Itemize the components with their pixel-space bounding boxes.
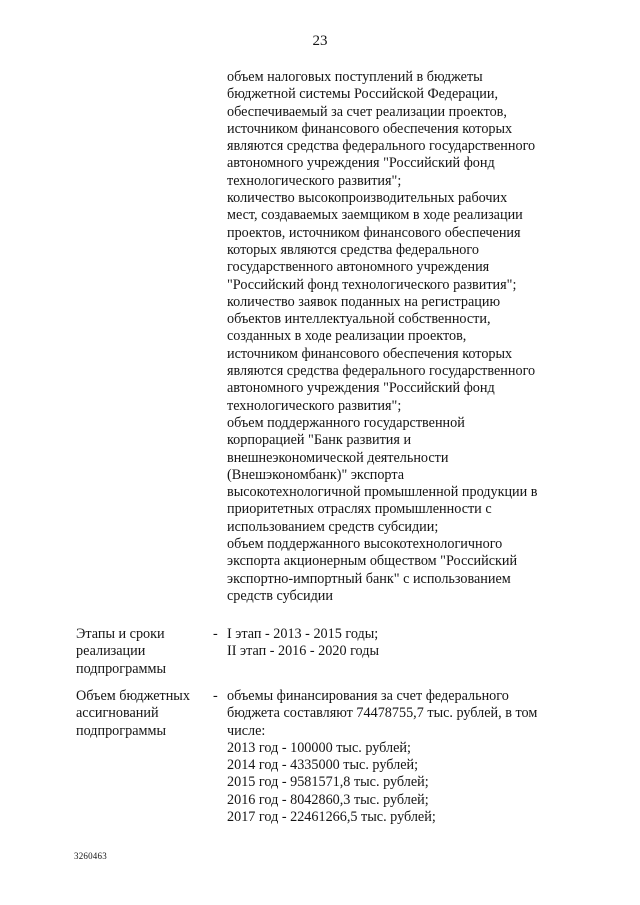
value-line: 2016 год - 8042860,3 тыс. рублей; [227, 791, 429, 808]
value-line: 2015 год - 9581571,8 тыс. рублей; [227, 774, 429, 791]
stages-value [227, 626, 617, 661]
indicator-line: количество высокопроизводительных рабочих [227, 190, 508, 207]
value-line: 2014 год - 4335000 тыс. рублей; [227, 757, 419, 774]
indicator-line: обеспечиваемый за счет реализации проектов, [227, 103, 507, 120]
indicator-line: технологического развития"; [227, 172, 402, 189]
indicator-line: проектов, источником финансового обеспечения [227, 224, 521, 241]
label-line: ассигнований [76, 705, 159, 722]
indicator-line: количество заявок поданных на регистрацию [227, 293, 501, 310]
value-line: II этап - 2016 - 2020 годы [227, 643, 379, 660]
row-dash: - [213, 626, 218, 642]
indicator-line: источником финансового обеспечения которых [227, 120, 513, 137]
indicator-line: высокотехнологичной промышленной продукции в [227, 484, 538, 501]
indicator-line: которых являются средства федерального [227, 241, 479, 258]
indicator-line: мест, создаваемых заемщиком в ходе реализации [227, 207, 523, 224]
label-line: Этапы и сроки [76, 626, 165, 642]
page-number: 23 [312, 33, 328, 49]
budget-value [227, 688, 617, 826]
value-line: I этап - 2013 - 2015 годы; [227, 626, 379, 642]
indicator-line: источником финансового обеспечения которых [227, 345, 513, 362]
label-line: подпрограммы [76, 660, 166, 677]
row-dash: - [213, 688, 218, 704]
indicator-line: экспорта акционерным обществом "Российский [227, 553, 518, 570]
indicator-line: объем поддержанного высокотехнологичного [227, 536, 503, 553]
indicators-block [227, 69, 607, 605]
value-line: бюджета составляют 74478755,7 тыс. рублей, в том [227, 705, 538, 722]
indicator-line: бюджетной системы Российской Федерации, [227, 86, 499, 103]
indicator-line: являются средства федерального государственного [227, 363, 536, 380]
indicator-line: экспортно-импортный банк" с использованием [227, 570, 511, 587]
budget-label [76, 688, 206, 740]
indicator-line: внешнеэкономической деятельности [227, 449, 449, 466]
indicator-line: приоритетных отраслях промышленности с [227, 501, 492, 518]
indicator-line: государственного автономного учреждения [227, 259, 490, 276]
indicator-line: технологического развития"; [227, 397, 402, 414]
indicator-line: использованием средств субсидии; [227, 518, 439, 535]
indicator-line: созданных в ходе реализации проектов, [227, 328, 467, 345]
label-line: Объем бюджетных [76, 688, 190, 704]
value-line: числе: [227, 722, 266, 739]
indicator-line: автономного учреждения "Российский фонд [227, 155, 495, 172]
indicator-line: объем налоговых поступлений в бюджеты [227, 69, 483, 85]
label-line: подпрограммы [76, 722, 166, 739]
value-line: объемы финансирования за счет федерального [227, 688, 509, 704]
document-code: 3260463 [74, 851, 107, 861]
indicator-line: средств субсидии [227, 587, 333, 604]
indicator-line: корпорацией "Банк развития и [227, 432, 412, 449]
indicator-line: "Российский фонд технологического развития"; [227, 276, 517, 293]
value-line: 2013 год - 100000 тыс. рублей; [227, 739, 411, 756]
indicator-line: являются средства федерального государственного [227, 138, 536, 155]
label-line: реализации [76, 643, 146, 660]
value-line: 2017 год - 22461266,5 тыс. рублей; [227, 809, 436, 826]
indicator-line: объем поддержанного государственной [227, 414, 465, 431]
stages-label [76, 626, 206, 678]
indicator-line: автономного учреждения "Российский фонд [227, 380, 495, 397]
indicator-line: (Внешэкономбанк)" экспорта [227, 466, 405, 483]
indicator-line: объектов интеллектуальной собственности, [227, 311, 491, 328]
